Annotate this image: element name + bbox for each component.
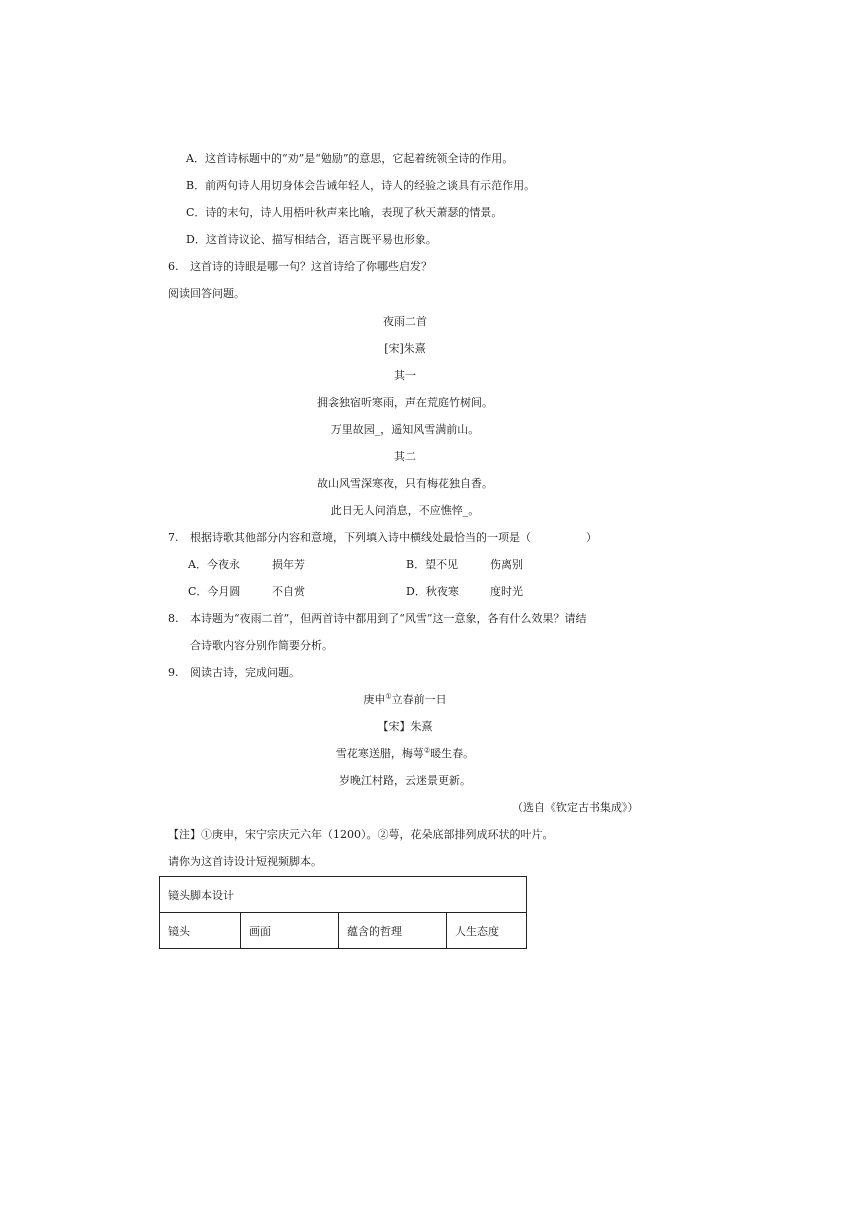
header-shot: 镜头 [160, 913, 241, 949]
q5-option-a: A．这首诗标题中的“劝”是“勉励”的意思，它起着统领全诗的作用。 [186, 152, 514, 165]
poem1-part2-line2: 此日无人问消息，不应憔悴_。 [330, 504, 480, 517]
q7-text: 根据诗歌其他部分内容和意境，下列填入诗中横线处最恰当的一项是（ ） [190, 531, 597, 544]
q7-option-b-value: 伤离别 [490, 558, 523, 571]
q7-option-b-label: B．望不见 [406, 558, 459, 571]
poem1-part2-line1: 故山风雪深寒夜，只有梅花独自香。 [317, 477, 493, 490]
header-life-attitude: 人生态度 [447, 913, 527, 949]
table-title-row [160, 877, 527, 913]
q8-text-line2: 合诗歌内容分别作简要分析。 [190, 639, 333, 652]
q8-number: 8. [168, 612, 179, 625]
q8-text-line1: 本诗题为“夜雨二首”，但两首诗中都用到了“风雪”这一意象，各有什么效果？请结 [190, 612, 587, 625]
q7-number: 7. [168, 531, 179, 544]
q7-option-c-label: C．今月圆 [188, 585, 241, 598]
q7-option-d-label: D．秋夜寒 [406, 585, 459, 598]
poem1-author: [宋]朱熹 [384, 342, 426, 355]
note-marker-2: ② [423, 746, 431, 755]
q7-option-a-label: A．今夜永 [188, 558, 240, 571]
task-instruction: 请你为这首诗设计短视频脚本。 [168, 855, 322, 868]
table-header-row [160, 913, 527, 949]
q7-option-c-value: 不自赏 [272, 585, 305, 598]
q9-number: 9. [168, 666, 179, 679]
note-marker-1: ① [385, 692, 392, 701]
poem2-line1: 雪花寒送腊，梅萼②暖生春。 [335, 746, 475, 760]
q9-text: 阅读古诗，完成问题。 [190, 666, 300, 679]
poem1-part2-title: 其二 [394, 450, 416, 463]
q6-number: 6. [168, 260, 179, 273]
header-scene: 画面 [241, 913, 339, 949]
q5-option-c: C．诗的末句，诗人用梧叶秋声来比喻，表现了秋天萧瑟的情景。 [186, 206, 503, 219]
poem1-part1-line1: 拥衾独宿听寒雨，声在荒庭竹树间。 [317, 396, 493, 409]
poem2-source: （选自《钦定古书集成》） [512, 801, 639, 814]
poem1-part1-title: 其一 [394, 369, 416, 382]
poem1-title: 夜雨二首 [383, 315, 427, 328]
script-design-table [159, 876, 527, 949]
q7-option-a-value: 损年芳 [272, 558, 305, 571]
header-philosophy: 蕴含的哲理 [339, 913, 447, 949]
poem1-part1-line2: 万里故园_，遥知风雪满前山。 [330, 423, 480, 436]
q5-option-b: B．前两句诗人用切身体会告诫年轻人，诗人的经验之谈具有示范作用。 [186, 179, 536, 192]
poem2-line2: 岁晚江村路，云迷景更新。 [339, 774, 471, 787]
footnote: 【注】①庚申，宋宁宗庆元六年（1200）。②萼，花朵底部排列成环状的叶片。 [168, 828, 554, 841]
q5-option-d: D．这首诗议论、描写相结合，语言既平易也形象。 [186, 233, 437, 246]
poem2-author: 【宋】朱熹 [377, 720, 433, 733]
read-instruction: 阅读回答问题。 [168, 287, 245, 300]
poem2-title: 庚申①立春前一日 [363, 692, 447, 706]
q7-option-d-value: 度时光 [490, 585, 523, 598]
table-title: 镜头脚本设计 [160, 877, 527, 913]
q6-text: 这首诗的诗眼是哪一句？这首诗给了你哪些启发？ [190, 260, 432, 273]
